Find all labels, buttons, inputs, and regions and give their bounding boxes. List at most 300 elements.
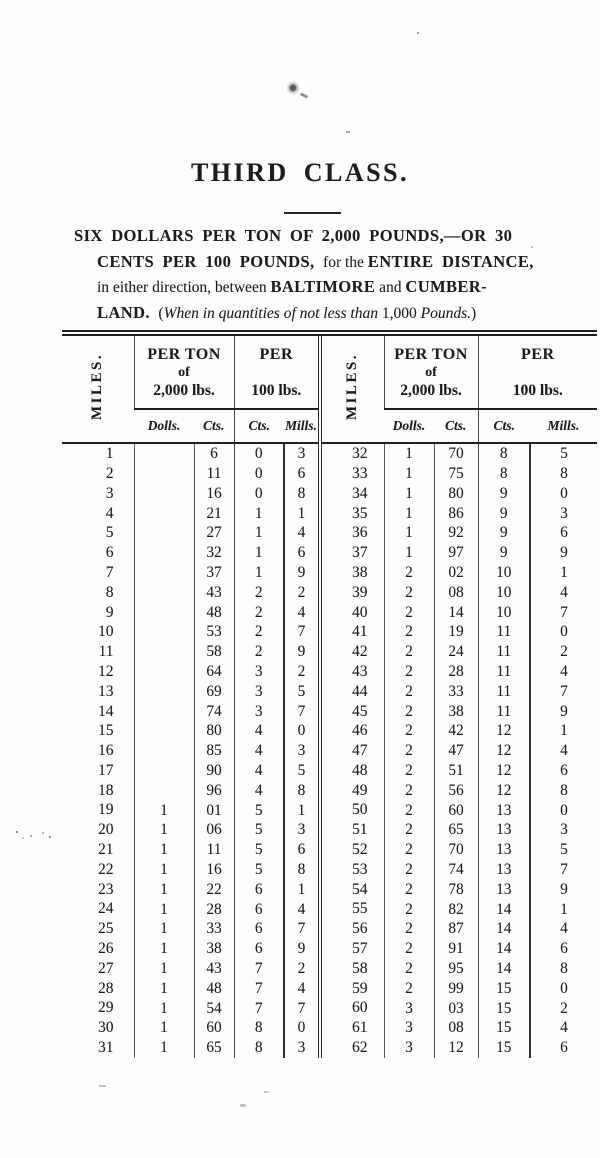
cell-mills-per-100: 5 xyxy=(284,761,320,781)
cell-dollars-per-ton: 2 xyxy=(384,701,434,721)
cell-dollars-per-ton: 1 xyxy=(134,979,194,999)
cell-mills-per-100: 4 xyxy=(530,919,597,939)
cell-cents-per-ton: 14 xyxy=(434,602,478,622)
cell-mills-per-100: 1 xyxy=(284,880,320,900)
cell-cents-per-100: 10 xyxy=(478,602,530,622)
cell-cents-per-100: 5 xyxy=(234,820,284,840)
cell-miles: 49 xyxy=(320,781,384,801)
intro-text-segment: Pounds. xyxy=(420,304,471,322)
table-row xyxy=(62,741,597,761)
cell-mills-per-100: 0 xyxy=(530,979,597,999)
table-row xyxy=(62,484,597,504)
cell-cents-per-ton: 78 xyxy=(434,880,478,900)
intro-line xyxy=(97,300,574,326)
cell-miles: 62 xyxy=(320,1038,384,1058)
cell-dollars-per-ton: 2 xyxy=(384,880,434,900)
cell-miles: 20 xyxy=(98,821,114,839)
cell-cents-per-ton: 54 xyxy=(194,998,234,1018)
cell-mills-per-100: 4 xyxy=(284,523,320,543)
table-row xyxy=(62,543,597,563)
cell-cents-per-100: 5 xyxy=(234,840,284,860)
cell-cents-per-ton: 06 xyxy=(194,820,234,840)
cell-cents-per-ton: 37 xyxy=(194,563,234,583)
cell-miles: 19 xyxy=(98,801,114,819)
cell-miles: 10 xyxy=(98,623,114,641)
cell-cents-per-100: 1 xyxy=(234,503,284,523)
cell-miles: 21 xyxy=(98,841,114,859)
cell-mills-per-100: 4 xyxy=(284,602,320,622)
per-ton-line2: of xyxy=(425,364,437,380)
intro-text-segment: LAND. xyxy=(97,302,159,322)
cell-mills-per-100: 8 xyxy=(284,860,320,880)
cell-cents-per-100: 15 xyxy=(478,1018,530,1038)
cell-dollars-per-ton: 2 xyxy=(384,622,434,642)
cell-cents-per-ton: 33 xyxy=(194,919,234,939)
cell-dollars-per-ton xyxy=(134,701,194,721)
intro-text-segment: and xyxy=(375,279,406,297)
intro-text-segment: ) xyxy=(470,304,477,322)
cell-dollars-per-ton: 1 xyxy=(384,503,434,523)
cell-mills-per-100: 1 xyxy=(284,800,320,820)
cell-miles: 42 xyxy=(320,642,384,662)
subheader-cts: Cts. xyxy=(478,409,530,443)
cell-cents-per-100: 14 xyxy=(478,899,530,919)
cell-miles: 12 xyxy=(98,662,114,680)
cell-dollars-per-ton xyxy=(134,662,194,682)
scan-artifact xyxy=(240,1104,246,1107)
cell-dollars-per-ton: 2 xyxy=(384,662,434,682)
cell-dollars-per-ton xyxy=(134,503,194,523)
cell-cents-per-100: 1 xyxy=(234,563,284,583)
cell-mills-per-100: 7 xyxy=(530,602,597,622)
cell-cents-per-ton: 38 xyxy=(194,939,234,959)
cell-miles: 50 xyxy=(320,800,384,820)
cell-miles: 44 xyxy=(320,682,384,702)
cell-cents-per-100: 9 xyxy=(478,523,530,543)
table-row xyxy=(62,899,597,919)
cell-mills-per-100: 6 xyxy=(284,840,320,860)
cell-mills-per-100: 1 xyxy=(530,563,597,583)
table-row xyxy=(62,563,597,583)
cell-cents-per-100: 8 xyxy=(478,464,530,484)
cell-cents-per-100: 11 xyxy=(478,682,530,702)
cell-cents-per-ton: 70 xyxy=(434,443,478,464)
table-row xyxy=(62,761,597,781)
cell-dollars-per-ton xyxy=(134,563,194,583)
cell-cents-per-ton: 28 xyxy=(434,662,478,682)
cell-miles: 43 xyxy=(320,662,384,682)
cell-mills-per-100: 7 xyxy=(530,682,597,702)
cell-dollars-per-ton: 2 xyxy=(384,583,434,603)
cell-cents-per-100: 6 xyxy=(234,899,284,919)
cell-miles: 5 xyxy=(105,524,114,542)
cell-cents-per-ton: 38 xyxy=(434,701,478,721)
cell-miles: 55 xyxy=(320,899,384,919)
cell-dollars-per-ton xyxy=(134,523,194,543)
intro-text-segment: for the xyxy=(323,253,368,271)
intro-text-segment: ( xyxy=(158,304,164,322)
cell-cents-per-100: 0 xyxy=(234,464,284,484)
cell-cents-per-ton: 02 xyxy=(434,563,478,583)
cell-cents-per-100: 2 xyxy=(234,622,284,642)
per-ton-line3: 2,000 lbs. xyxy=(153,381,215,399)
cell-cents-per-100: 4 xyxy=(234,761,284,781)
cell-dollars-per-ton xyxy=(134,543,194,563)
cell-dollars-per-ton: 2 xyxy=(384,899,434,919)
cell-dollars-per-ton: 2 xyxy=(384,959,434,979)
cell-cents-per-100: 12 xyxy=(478,741,530,761)
cell-mills-per-100: 6 xyxy=(284,464,320,484)
intro-paragraph xyxy=(74,223,574,325)
cell-dollars-per-ton: 2 xyxy=(384,820,434,840)
scan-artifact xyxy=(99,1085,106,1087)
cell-cents-per-100: 4 xyxy=(234,721,284,741)
cell-cents-per-100: 1 xyxy=(234,543,284,563)
cell-cents-per-100: 7 xyxy=(234,998,284,1018)
cell-dollars-per-ton: 1 xyxy=(384,543,434,563)
cell-mills-per-100: 2 xyxy=(284,583,320,603)
cell-cents-per-100: 15 xyxy=(478,979,530,999)
cell-cents-per-ton: 91 xyxy=(434,939,478,959)
cell-cents-per-ton: 65 xyxy=(194,1038,234,1058)
miles-header-left xyxy=(62,333,134,443)
cell-miles: 25 xyxy=(98,920,114,938)
cell-cents-per-ton: 65 xyxy=(434,820,478,840)
cell-cents-per-ton: 27 xyxy=(194,523,234,543)
subheader-mills: Mills. xyxy=(530,409,597,443)
cell-miles: 17 xyxy=(98,761,114,779)
cell-miles: 58 xyxy=(320,959,384,979)
cell-miles: 35 xyxy=(320,503,384,523)
per-ton-line1: PER TON xyxy=(147,345,221,363)
cell-miles: 15 xyxy=(98,722,114,740)
table-header-row xyxy=(62,333,597,409)
cell-dollars-per-ton: 2 xyxy=(384,602,434,622)
cell-cents-per-ton: 11 xyxy=(194,840,234,860)
cell-cents-per-ton: 70 xyxy=(434,840,478,860)
cell-dollars-per-ton: 3 xyxy=(384,1018,434,1038)
per-100-line1: PER xyxy=(521,345,555,363)
cell-cents-per-100: 13 xyxy=(478,880,530,900)
cell-cents-per-100: 8 xyxy=(478,443,530,464)
cell-cents-per-ton: 80 xyxy=(194,721,234,741)
cell-cents-per-ton: 95 xyxy=(434,959,478,979)
intro-line xyxy=(74,223,574,249)
cell-dollars-per-ton xyxy=(134,781,194,801)
cell-dollars-per-ton: 1 xyxy=(134,1018,194,1038)
cell-cents-per-ton: 80 xyxy=(434,484,478,504)
cell-miles: 2 xyxy=(105,464,114,482)
cell-miles: 3 xyxy=(105,484,114,502)
cell-cents-per-100: 11 xyxy=(478,642,530,662)
cell-cents-per-ton: 08 xyxy=(434,1018,478,1038)
cell-cents-per-100: 12 xyxy=(478,761,530,781)
cell-miles: 52 xyxy=(320,840,384,860)
cell-miles: 9 xyxy=(105,603,114,621)
cell-mills-per-100: 7 xyxy=(284,998,320,1018)
cell-dollars-per-ton: 1 xyxy=(134,880,194,900)
cell-mills-per-100: 2 xyxy=(530,998,597,1018)
cell-cents-per-100: 13 xyxy=(478,860,530,880)
cell-cents-per-ton: 24 xyxy=(434,642,478,662)
cell-cents-per-100: 2 xyxy=(234,642,284,662)
per-ton-line1: PER TON xyxy=(394,345,468,363)
cell-miles: 34 xyxy=(320,484,384,504)
cell-dollars-per-ton: 1 xyxy=(384,464,434,484)
cell-cents-per-100: 0 xyxy=(234,484,284,504)
cell-cents-per-ton: 99 xyxy=(434,979,478,999)
cell-mills-per-100: 6 xyxy=(530,523,597,543)
table-row xyxy=(62,443,597,464)
cell-miles: 36 xyxy=(320,523,384,543)
cell-cents-per-ton: 56 xyxy=(434,781,478,801)
cell-cents-per-100: 2 xyxy=(234,602,284,622)
cell-cents-per-100: 10 xyxy=(478,563,530,583)
cell-cents-per-100: 1 xyxy=(234,523,284,543)
cell-dollars-per-ton: 2 xyxy=(384,840,434,860)
cell-cents-per-ton: 19 xyxy=(434,622,478,642)
cell-dollars-per-ton: 1 xyxy=(134,800,194,820)
cell-mills-per-100: 4 xyxy=(530,662,597,682)
cell-dollars-per-ton xyxy=(134,682,194,702)
cell-mills-per-100: 8 xyxy=(284,781,320,801)
cell-cents-per-100: 4 xyxy=(234,741,284,761)
cell-mills-per-100: 8 xyxy=(284,484,320,504)
cell-dollars-per-ton xyxy=(134,642,194,662)
per-ton-header-left xyxy=(134,333,234,409)
cell-mills-per-100: 8 xyxy=(530,959,597,979)
cell-miles: 59 xyxy=(320,979,384,999)
cell-cents-per-100: 11 xyxy=(478,701,530,721)
table-row xyxy=(62,919,597,939)
cell-cents-per-ton: 11 xyxy=(194,464,234,484)
cell-miles: 31 xyxy=(98,1039,114,1057)
cell-dollars-per-ton xyxy=(134,622,194,642)
intro-text-segment: ENTIRE DISTANCE, xyxy=(367,251,534,271)
intro-text-segment: CUMBER- xyxy=(405,277,488,297)
cell-cents-per-ton: 96 xyxy=(194,781,234,801)
cell-miles: 33 xyxy=(320,464,384,484)
cell-mills-per-100: 3 xyxy=(284,820,320,840)
cell-dollars-per-ton xyxy=(134,443,194,464)
cell-cents-per-100: 14 xyxy=(478,919,530,939)
cell-mills-per-100: 5 xyxy=(530,443,597,464)
cell-miles: 23 xyxy=(98,880,114,898)
cell-cents-per-ton: 58 xyxy=(194,642,234,662)
cell-miles: 1 xyxy=(105,445,114,463)
cell-mills-per-100: 9 xyxy=(530,701,597,721)
table-row xyxy=(62,959,597,979)
cell-cents-per-100: 14 xyxy=(478,939,530,959)
cell-miles: 26 xyxy=(98,940,114,958)
cell-dollars-per-ton: 2 xyxy=(384,563,434,583)
scan-artifact xyxy=(264,1091,269,1093)
cell-mills-per-100: 2 xyxy=(284,662,320,682)
cell-mills-per-100: 2 xyxy=(530,642,597,662)
table-row xyxy=(62,820,597,840)
cell-mills-per-100: 7 xyxy=(284,919,320,939)
cell-dollars-per-ton: 1 xyxy=(134,820,194,840)
cell-dollars-per-ton: 2 xyxy=(384,979,434,999)
table-row xyxy=(62,1038,597,1058)
cell-dollars-per-ton: 1 xyxy=(384,484,434,504)
cell-cents-per-ton: 82 xyxy=(434,899,478,919)
cell-mills-per-100: 3 xyxy=(530,503,597,523)
cell-dollars-per-ton: 1 xyxy=(134,840,194,860)
cell-mills-per-100: 7 xyxy=(284,701,320,721)
cell-cents-per-100: 7 xyxy=(234,959,284,979)
per-100-line2: 100 lbs. xyxy=(512,381,563,399)
cell-cents-per-ton: 85 xyxy=(194,741,234,761)
cell-cents-per-ton: 47 xyxy=(434,741,478,761)
table-row xyxy=(62,642,597,662)
cell-dollars-per-ton: 1 xyxy=(134,959,194,979)
subheader-dolls: Dolls. xyxy=(384,409,434,443)
table-row xyxy=(62,880,597,900)
cell-cents-per-ton: 53 xyxy=(194,622,234,642)
cell-cents-per-100: 3 xyxy=(234,701,284,721)
cell-dollars-per-ton: 1 xyxy=(134,899,194,919)
cell-dollars-per-ton: 1 xyxy=(384,523,434,543)
subheader-cts: Cts. xyxy=(234,409,284,443)
cell-miles: 28 xyxy=(98,979,114,997)
cell-miles: 6 xyxy=(105,544,114,562)
cell-cents-per-100: 7 xyxy=(234,979,284,999)
cell-miles: 16 xyxy=(98,742,114,760)
cell-dollars-per-ton: 2 xyxy=(384,642,434,662)
cell-miles: 61 xyxy=(320,1018,384,1038)
cell-dollars-per-ton: 2 xyxy=(384,741,434,761)
table-row xyxy=(62,682,597,702)
cell-miles: 8 xyxy=(105,583,114,601)
cell-cents-per-100: 4 xyxy=(234,781,284,801)
cell-cents-per-ton: 64 xyxy=(194,662,234,682)
table-row xyxy=(62,602,597,622)
cell-miles: 29 xyxy=(98,999,114,1017)
cell-mills-per-100: 9 xyxy=(530,880,597,900)
cell-dollars-per-ton xyxy=(134,484,194,504)
table-row xyxy=(62,721,597,741)
spacer xyxy=(235,364,319,381)
cell-mills-per-100: 9 xyxy=(530,543,597,563)
cell-mills-per-100: 9 xyxy=(284,563,320,583)
cell-cents-per-ton: 74 xyxy=(194,701,234,721)
cell-cents-per-ton: 90 xyxy=(194,761,234,781)
cell-mills-per-100: 4 xyxy=(284,979,320,999)
per-ton-header-right xyxy=(384,333,478,409)
cell-miles: 46 xyxy=(320,721,384,741)
cell-cents-per-ton: 28 xyxy=(194,899,234,919)
table-row xyxy=(62,523,597,543)
cell-cents-per-100: 2 xyxy=(234,583,284,603)
cell-cents-per-ton: 16 xyxy=(194,484,234,504)
table-row xyxy=(62,662,597,682)
cell-miles: 45 xyxy=(320,701,384,721)
per-ton-line2: of xyxy=(178,364,190,380)
cell-cents-per-100: 13 xyxy=(478,800,530,820)
cell-cents-per-100: 12 xyxy=(478,721,530,741)
cell-miles: 40 xyxy=(320,602,384,622)
table-row xyxy=(62,781,597,801)
cell-dollars-per-ton: 2 xyxy=(384,761,434,781)
cell-cents-per-100: 10 xyxy=(478,583,530,603)
miles-header-right xyxy=(320,333,384,443)
cell-dollars-per-ton: 2 xyxy=(384,860,434,880)
intro-text-segment: SIX DOLLARS PER TON OF 2,000 POUNDS,—OR 30 xyxy=(74,226,513,245)
cell-miles: 13 xyxy=(98,682,114,700)
cell-dollars-per-ton: 2 xyxy=(384,800,434,820)
cell-mills-per-100: 0 xyxy=(530,484,597,504)
table-row xyxy=(62,622,597,642)
cell-dollars-per-ton: 2 xyxy=(384,721,434,741)
cell-miles: 27 xyxy=(98,959,114,977)
intro-text-segment: 1,000 xyxy=(381,304,421,322)
intro-text-segment: CENTS PER 100 POUNDS, xyxy=(97,251,324,271)
cell-cents-per-ton: 42 xyxy=(434,721,478,741)
per-100-line2: 100 lbs. xyxy=(251,381,302,399)
subheader-dolls: Dolls. xyxy=(134,409,194,443)
cell-miles: 57 xyxy=(320,939,384,959)
cell-cents-per-100: 6 xyxy=(234,939,284,959)
spacer xyxy=(479,364,598,381)
cell-dollars-per-ton: 1 xyxy=(134,939,194,959)
cell-cents-per-ton: 43 xyxy=(194,959,234,979)
cell-cents-per-ton: 87 xyxy=(434,919,478,939)
cell-cents-per-ton: 01 xyxy=(194,800,234,820)
cell-mills-per-100: 9 xyxy=(284,642,320,662)
intro-text-segment: BALTIMORE xyxy=(270,277,376,297)
per-100-header-left xyxy=(234,333,320,409)
table-row xyxy=(62,464,597,484)
cell-cents-per-100: 11 xyxy=(478,622,530,642)
cell-mills-per-100: 4 xyxy=(530,741,597,761)
cell-dollars-per-ton: 3 xyxy=(384,998,434,1018)
cell-dollars-per-ton xyxy=(134,721,194,741)
cell-miles: 32 xyxy=(320,443,384,464)
cell-dollars-per-ton: 1 xyxy=(384,443,434,464)
cell-miles: 56 xyxy=(320,919,384,939)
intro-line xyxy=(97,249,574,275)
scan-artifact xyxy=(346,131,350,133)
cell-miles: 4 xyxy=(105,504,114,522)
cell-miles: 11 xyxy=(98,643,114,661)
cell-mills-per-100: 4 xyxy=(530,583,597,603)
cell-miles: 47 xyxy=(320,741,384,761)
cell-miles: 30 xyxy=(98,1019,114,1037)
per-100-header-right xyxy=(478,333,597,409)
cell-mills-per-100: 6 xyxy=(284,543,320,563)
cell-mills-per-100: 3 xyxy=(284,1038,320,1058)
cell-cents-per-100: 8 xyxy=(234,1018,284,1038)
cell-dollars-per-ton xyxy=(134,464,194,484)
cell-cents-per-ton: 12 xyxy=(434,1038,478,1058)
cell-cents-per-ton: 74 xyxy=(434,860,478,880)
cell-mills-per-100: 2 xyxy=(284,959,320,979)
cell-mills-per-100: 3 xyxy=(284,741,320,761)
cell-cents-per-100: 0 xyxy=(234,443,284,464)
table-row xyxy=(62,998,597,1018)
table-row xyxy=(62,701,597,721)
cell-cents-per-100: 12 xyxy=(478,781,530,801)
cell-mills-per-100: 0 xyxy=(284,1018,320,1038)
table-row xyxy=(62,860,597,880)
cell-mills-per-100: 7 xyxy=(284,622,320,642)
cell-mills-per-100: 4 xyxy=(284,899,320,919)
cell-miles: 41 xyxy=(320,622,384,642)
table-row xyxy=(62,1018,597,1038)
cell-miles: 14 xyxy=(98,702,114,720)
cell-mills-per-100: 9 xyxy=(284,939,320,959)
